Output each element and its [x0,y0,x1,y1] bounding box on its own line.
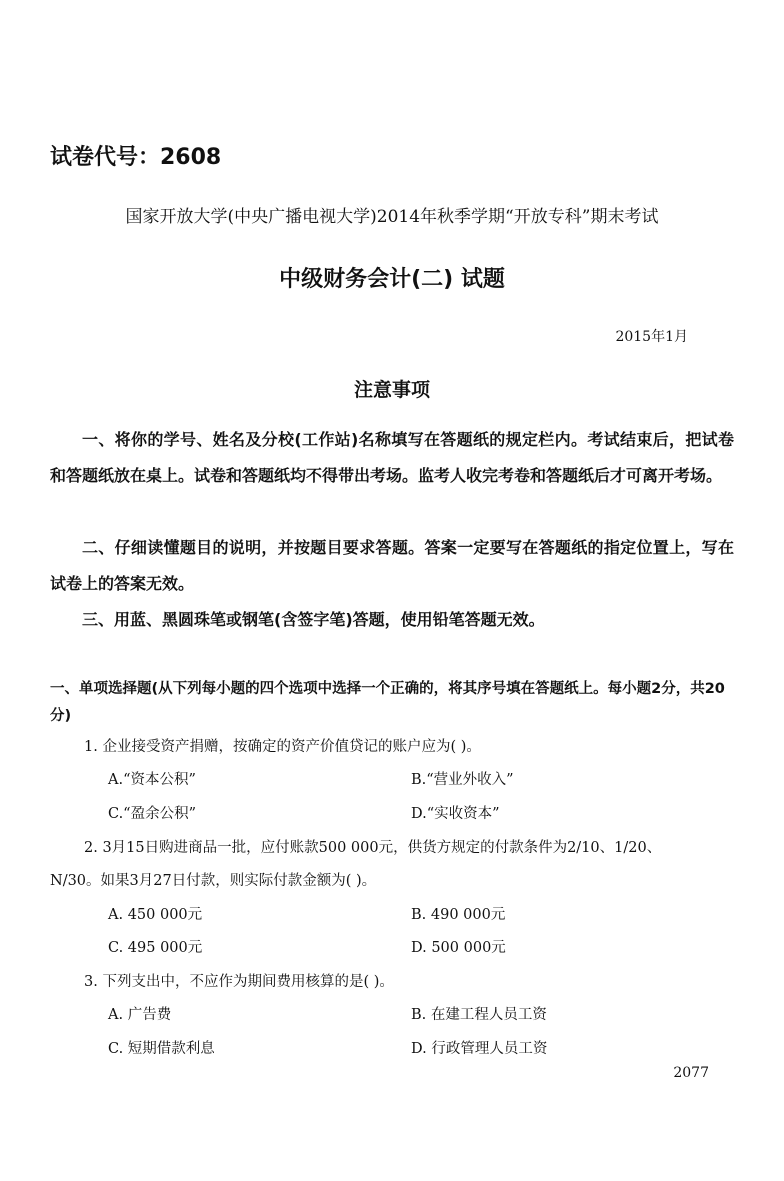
question-stem: 1. 企业接受资产捐赠，按确定的资产价值贷记的账户应为( )。 [84,739,481,755]
option-d: D.“实收资本” [411,806,500,822]
page-number: 2077 [673,1065,709,1081]
notice-title: 注意事项 [353,379,430,401]
option-b: B. 在建工程人员工资 [411,1007,547,1023]
notice-item: 一、将你的学号、姓名及分校(工作站)名称填写在答题纸的规定栏内。考试结束后，把试卷和答题纸放在桌上。试卷和答题纸均不得带出考场。监考人收完考卷和答题纸后才可离开考场。 [50,430,734,485]
option-c: C. 495 000元 [108,940,203,956]
section-heading: 一、单项选择题(从下列每小题的四个选项中选择一个正确的，将其序号填在答题纸上。每小题2分，共20分) [50,681,725,724]
exam-date: 2015年1月 [615,329,688,345]
option-b: B.“营业外收入” [411,772,514,788]
exam-title: 中级财务会计(二) 试题 [279,267,505,292]
option-a: A. 450 000元 [108,907,203,923]
option-d: D. 500 000元 [411,940,506,956]
option-a: A.“资本公积” [108,772,196,788]
exam-heading: 国家开放大学(中央广播电视大学)2014年秋季学期“开放专科”期末考试 [125,207,659,227]
paper-code: 试卷代号：2608 [50,145,222,170]
question-stem: 3. 下列支出中，不应作为期间费用核算的是( )。 [84,974,394,990]
option-a: A. 广告费 [108,1007,172,1023]
option-c: C.“盈余公积” [108,806,197,822]
option-c: C. 短期借款利息 [108,1041,215,1057]
option-b: B. 490 000元 [411,907,506,923]
question-stem: 2. 3月15日购进商品一批，应付账款500 000元，供货方规定的付款条件为2/10、1/20、 [84,840,662,856]
notice-item: 三、用蓝、黑圆珠笔或钢笔(含签字笔)答题，使用铅笔答题无效。 [82,610,545,629]
question-stem-continued: N/30。如果3月27日付款，则实际付款金额为( )。 [50,873,377,889]
notice-item: 二、仔细读懂题目的说明，并按题目要求答题。答案一定要写在答题纸的指定位置上，写在试卷上的答案无效。 [50,538,734,593]
option-d: D. 行政管理人员工资 [411,1041,548,1057]
